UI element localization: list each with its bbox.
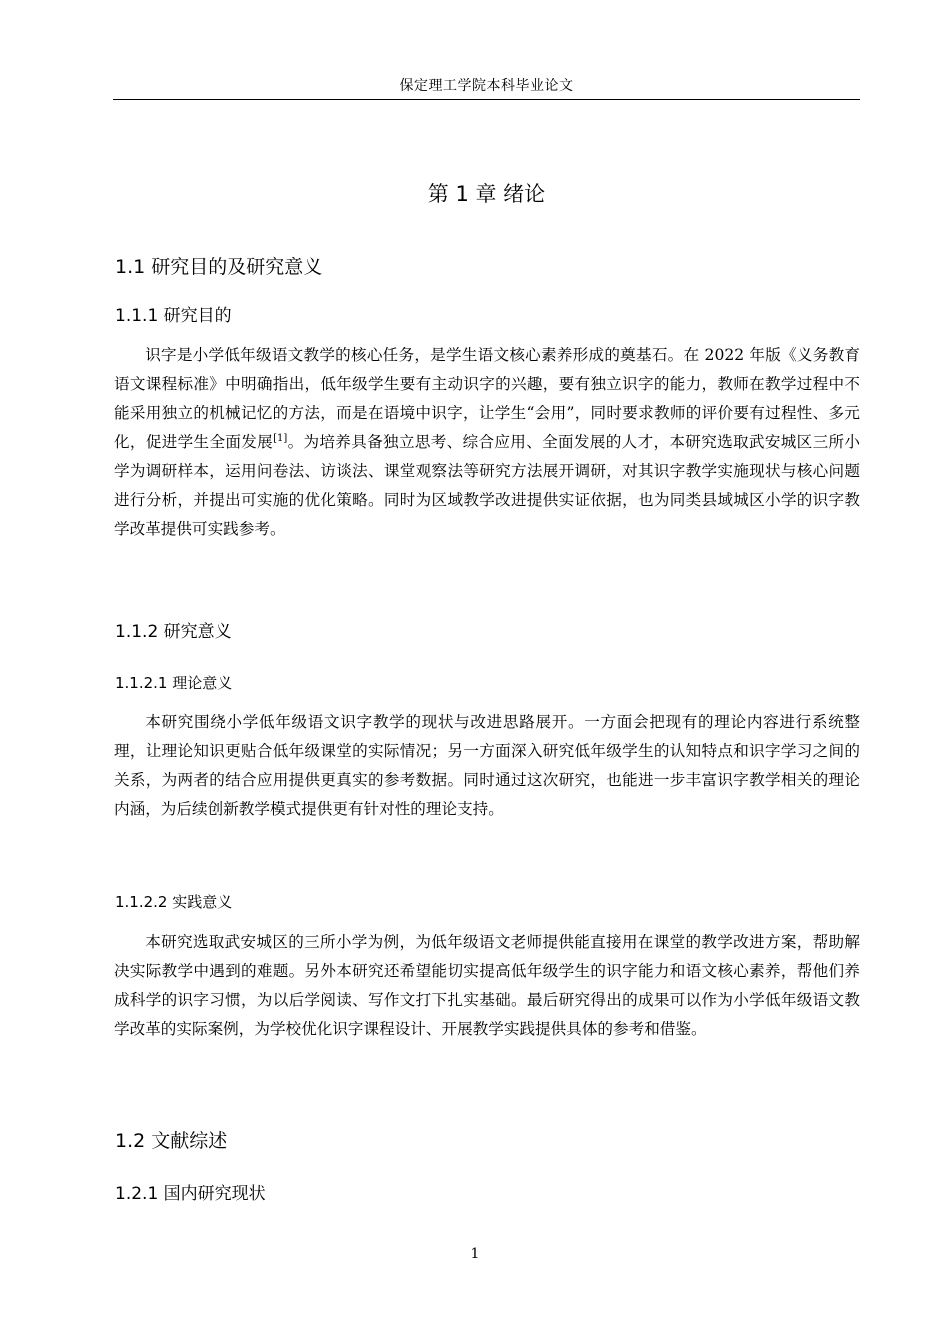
section-heading-1-1-2-1: 1.1.2.1 理论意义 xyxy=(115,674,233,692)
paragraph-theoretical-significance: 本研究围绕小学低年级语文识字教学的现状与改进思路展开。一方面会把现有的理论内容进行系统整理，让理论知识更贴合低年级课堂的实际情况；另一方面深入研究低年级学生的认知特点和识字学习之间的关系，为两者的结合应用提供更真实的参考数据。同时通过这次研究，也能进一步丰富识字教学相关的理论内涵，为后续创新教学模式提供更有针对性的理论支持。 xyxy=(114,713,860,818)
paragraph-practical-significance: 本研究选取武安城区的三所小学为例，为低年级语文老师提供能直接用在课堂的教学改进方案，帮助解决实际教学中遇到的难题。另外本研究还希望能切实提高低年级学生的识字能力和语文核心素养，帮他们养成科学的识字习惯，为以后学阅读、写作文打下扎实基础。最后研究得出的成果可以作为小学低年级语文教学改革的实际案例，为学校优化识字课程设计、开展教学实践提供具体的参考和借鉴。 xyxy=(114,933,860,1038)
running-header: 保定理工学院本科毕业论文 xyxy=(399,78,574,94)
section-heading-1-1-2-2: 1.1.2.2 实践意义 xyxy=(115,893,233,911)
chapter-title: 第 1 章 绪论 xyxy=(427,182,546,206)
section-heading-1-1: 1.1 研究目的及研究意义 xyxy=(115,256,323,278)
page-number: 1 xyxy=(470,1246,480,1262)
section-heading-1-1-2: 1.1.2 研究意义 xyxy=(115,622,232,642)
section-heading-1-2: 1.2 文献综述 xyxy=(115,1130,228,1152)
header-rule xyxy=(113,99,860,100)
section-heading-1-1-1: 1.1.1 研究目的 xyxy=(115,306,232,326)
paragraph-research-purpose xyxy=(114,341,860,544)
section-heading-1-2-1: 1.2.1 国内研究现状 xyxy=(115,1184,266,1204)
paragraph-text: 识字是小学低年级语文教学的核心任务，是学生语文核心素养形成的奠基石。在 2022 年版《义务教育语文课程标准》中明确指出，低年级学生要有主动识字的兴趣，要有独立识字的能力，教师在教学过程中不能采用独立的机械记忆的方法，而是在语境中识字，让学生“会用”，同时要求教师的评价要有过程性、多元化，促进学生全面发展 xyxy=(114,346,860,451)
citation-marker: [1] xyxy=(273,432,288,444)
paragraph-text-continued: 。为培养具备独立思考、综合应用、全面发展的人才，本研究选取武安城区三所小学为调研样本，运用问卷法、访谈法、课堂观察法等研究方法展开调研，对其识字教学实施现状与核心问题进行分析，并提出可实施的优化策略。同时为区域教学改进提供实证依据，也为同类县域城区小学的识字教学改革提供可实践参考。 xyxy=(114,433,860,538)
